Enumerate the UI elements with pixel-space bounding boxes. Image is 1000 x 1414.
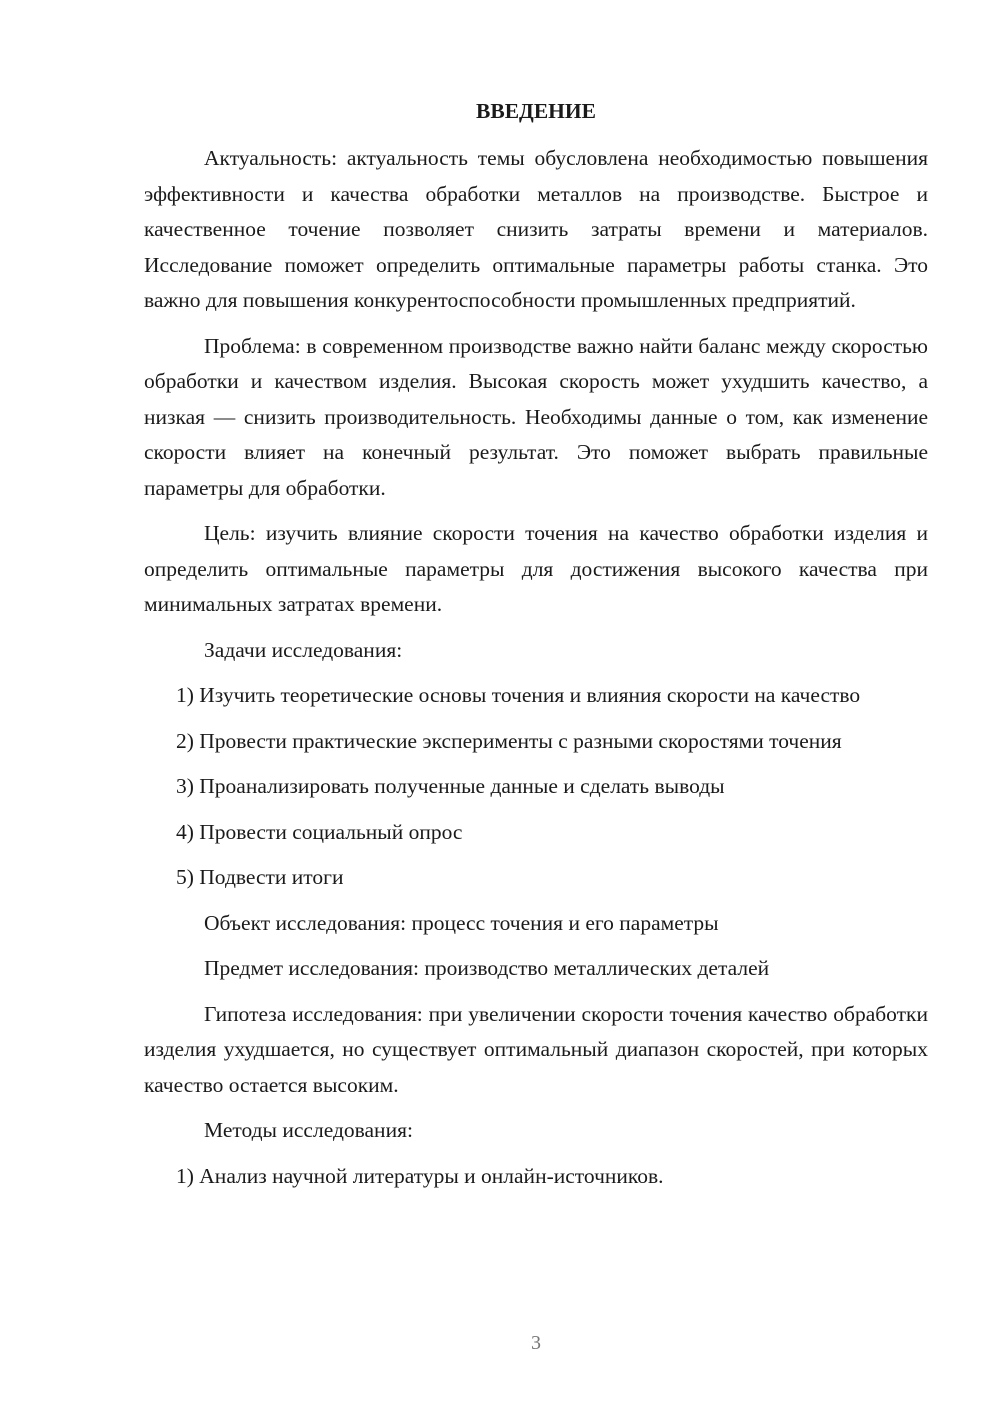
paragraph-problem: Проблема: в современном производстве важно найти баланс между скоростью обработки и качеством изделия. Высокая скорость может ухудшить качество, а низкая — снизить производительность. Необходимы данные о том, как изменение скорости влияет на конечный результат. Это поможет выбрать правильные параметры для обработки. [144, 333, 928, 500]
page-content [144, 94, 928, 1204]
research-hypothesis: Гипотеза исследования: при увеличении скорости точения качество обработки изделия ухудшается, но существует оптимальный диапазон скоростей, при которых качество остается высоким. [144, 1001, 928, 1097]
research-object: Объект исследования: процесс точения и его параметры [204, 910, 719, 935]
section-title: ВВЕДЕНИЕ [476, 99, 596, 123]
task-item: 1) Изучить теоретические основы точения и влияния скорости на качество [176, 683, 861, 707]
task-item: 5) Подвести итоги [176, 865, 344, 889]
paragraph-goal: Цель: изучить влияние скорости точения на качество обработки изделия и определить оптимальные параметры для достижения высокого качества при минимальных затратах времени. [144, 521, 928, 616]
method-item: 1) Анализ научной литературы и онлайн-источников. [176, 1163, 664, 1188]
task-item: 4) Провести социальный опрос [176, 819, 463, 844]
task-item: 3) Проанализировать полученные данные и сделать выводы [176, 774, 725, 798]
methods-heading: Методы исследования: [204, 1118, 413, 1142]
tasks-heading: Задачи исследования: [204, 637, 403, 662]
task-item: 2) Провести практические эксперименты с разными скоростями точения [176, 728, 842, 753]
page-number: 3 [531, 1332, 541, 1354]
paragraph-relevance: Актуальность: актуальность темы обусловлена необходимостью повышения эффективности и качества обработки металлов на производстве. Быстрое и качественное точение позволяет снизить затраты времени и материалов. Исследование поможет определить оптимальные параметры работы станка. Это важно для повышения конкурентоспособности промышленных предприятий. [144, 146, 928, 312]
research-subject: Предмет исследования: производство металлических деталей [204, 956, 770, 980]
